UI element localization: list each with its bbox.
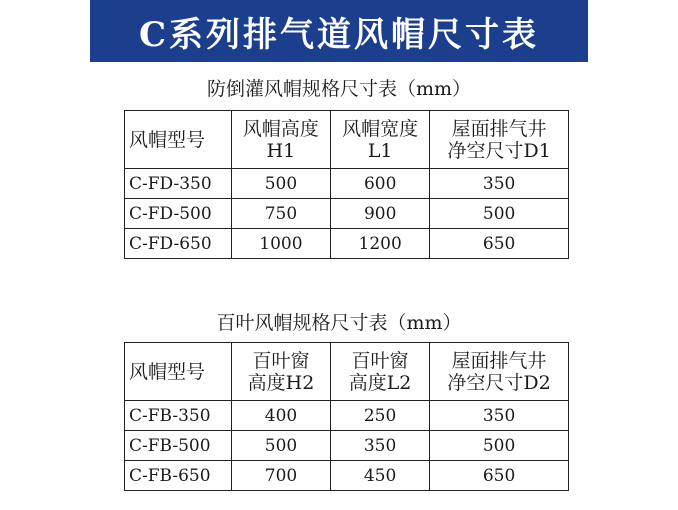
header-text: 风帽型号 <box>129 128 206 151</box>
cell-value: 500 <box>430 199 569 229</box>
header-text: 高度H2 <box>247 371 315 394</box>
cell-value: 600 <box>331 169 430 199</box>
table1-caption: 防倒灌风帽规格尺寸表（mm） <box>206 78 472 100</box>
cell-value: 1200 <box>331 229 430 259</box>
header-cell-shaft-size <box>430 111 569 169</box>
cell-model: C-FD-650 <box>125 229 232 259</box>
page-title: C系列排气道风帽尺寸表 <box>138 14 540 55</box>
table-row <box>125 431 569 461</box>
header-cell-height <box>231 111 330 169</box>
cell-value: 450 <box>331 461 430 491</box>
cell-model: C-FB-350 <box>125 401 232 431</box>
cell-value: 400 <box>231 401 330 431</box>
header-text: 风帽型号 <box>129 360 206 383</box>
header-text: 屋面排气井 <box>451 117 547 140</box>
header-text: 净空尺寸D2 <box>447 371 551 394</box>
louver-cap-size-table <box>124 342 569 491</box>
header-cell-louver-width <box>331 343 430 401</box>
cell-value: 350 <box>331 431 430 461</box>
table-row <box>125 229 569 259</box>
cell-value: 650 <box>430 229 569 259</box>
header-text: H1 <box>266 139 296 162</box>
header-text: L1 <box>367 139 393 162</box>
cell-model: C-FB-500 <box>125 431 232 461</box>
table-row <box>125 401 569 431</box>
cell-value: 500 <box>231 431 330 461</box>
header-text: 净空尺寸D1 <box>447 139 551 162</box>
cell-value: 250 <box>331 401 430 431</box>
cell-model: C-FB-650 <box>125 461 232 491</box>
header-cell-louver-height <box>231 343 330 401</box>
cell-model: C-FD-500 <box>125 199 232 229</box>
header-text: 风帽高度 <box>242 117 319 140</box>
table-header-row <box>125 111 569 169</box>
header-text: 风帽宽度 <box>342 117 419 140</box>
page-title-banner <box>90 0 588 62</box>
header-cell-model <box>125 343 232 401</box>
cell-value: 650 <box>430 461 569 491</box>
table-row <box>125 199 569 229</box>
table-row <box>125 169 569 199</box>
header-cell-model <box>125 111 232 169</box>
header-text: 屋面排气井 <box>451 349 547 372</box>
cell-value: 900 <box>331 199 430 229</box>
cell-value: 350 <box>430 169 569 199</box>
anti-backflow-cap-size-table <box>124 110 569 259</box>
cell-value: 1000 <box>231 229 330 259</box>
header-text: 百叶窗 <box>252 349 310 372</box>
cell-model: C-FD-350 <box>125 169 232 199</box>
header-text: 百叶窗 <box>351 349 409 372</box>
cell-value: 500 <box>231 169 330 199</box>
header-cell-shaft-size <box>430 343 569 401</box>
cell-value: 700 <box>231 461 330 491</box>
table-header-row <box>125 343 569 401</box>
header-text: 高度L2 <box>348 371 412 394</box>
cell-value: 500 <box>430 431 569 461</box>
header-cell-width <box>331 111 430 169</box>
table2-caption: 百叶风帽规格尺寸表（mm） <box>216 312 462 334</box>
cell-value: 750 <box>231 199 330 229</box>
cell-value: 350 <box>430 401 569 431</box>
table-row <box>125 461 569 491</box>
